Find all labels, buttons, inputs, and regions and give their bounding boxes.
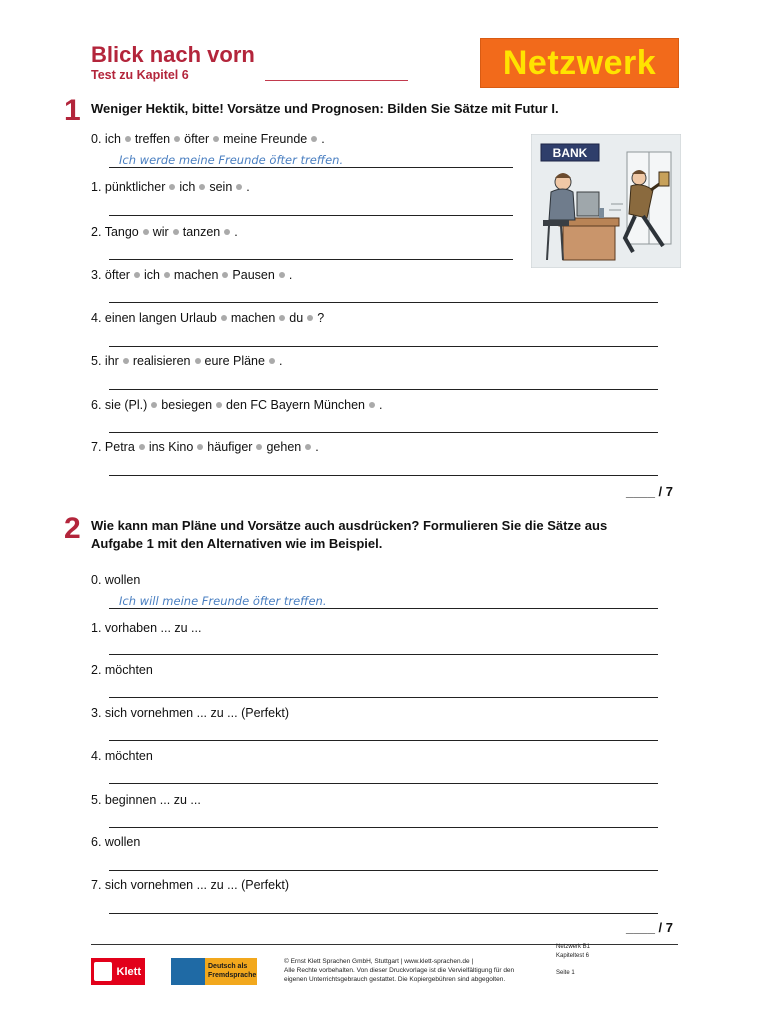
page-subtitle: Test zu Kapitel 6 bbox=[91, 68, 189, 82]
separator-dot-icon bbox=[224, 229, 230, 235]
separator-dot-icon bbox=[256, 444, 262, 450]
answer-line[interactable] bbox=[109, 475, 658, 476]
separator-dot-icon bbox=[305, 444, 311, 450]
task-2-instruction-line-2: Aufgabe 1 mit den Alternativen wie im Beispiel. bbox=[91, 536, 383, 551]
copyright-line-2: Alle Rechte vorbehalten. Von dieser Druckvorlage ist die Vervielfältigung für den bbox=[284, 967, 515, 974]
answer-line[interactable] bbox=[109, 913, 658, 914]
page-number: Seite 1 bbox=[556, 970, 575, 976]
word-cue: gehen bbox=[266, 440, 302, 454]
item-number: 1. bbox=[91, 180, 102, 194]
klett-mark-icon bbox=[94, 962, 112, 981]
end-punctuation: . bbox=[278, 354, 283, 368]
end-punctuation: . bbox=[234, 225, 238, 239]
separator-dot-icon bbox=[307, 315, 313, 321]
task-2-item-5: 5. beginnen ... zu ... bbox=[91, 793, 201, 807]
separator-dot-icon bbox=[195, 358, 201, 364]
name-line[interactable] bbox=[265, 80, 408, 81]
footer-meta bbox=[556, 943, 590, 961]
copyright-line-3: eigenen Unterrichtsgebrauch gestattet. Die Kopiergebühren sind abgegolten. bbox=[284, 976, 506, 983]
word-cue: treffen bbox=[134, 132, 171, 146]
separator-dot-icon bbox=[199, 184, 205, 190]
task-2-item-3: 3. sich vornehmen ... zu ... (Perfekt) bbox=[91, 706, 289, 720]
daf-logo bbox=[171, 958, 257, 985]
task-2-item-0: 0. wollen bbox=[91, 573, 141, 587]
word-cue: du bbox=[289, 311, 304, 325]
separator-dot-icon bbox=[311, 136, 317, 142]
task-2-instruction-line-1: Wie kann man Pläne und Vorsätze auch ausdrücken? Formulieren Sie die Sätze aus bbox=[91, 518, 608, 533]
word-cue: machen bbox=[173, 268, 219, 282]
klett-logo bbox=[91, 958, 145, 985]
answer-line[interactable] bbox=[109, 827, 658, 828]
separator-dot-icon bbox=[197, 444, 203, 450]
item-number: 5. bbox=[91, 354, 102, 368]
answer-line[interactable] bbox=[109, 783, 658, 784]
separator-dot-icon bbox=[143, 229, 149, 235]
separator-dot-icon bbox=[236, 184, 242, 190]
word-cue: sie (Pl.) bbox=[104, 398, 148, 412]
word-cue: machen bbox=[230, 311, 276, 325]
copyright-notice bbox=[284, 957, 534, 984]
word-cue: ihr bbox=[104, 354, 119, 368]
end-punctuation: . bbox=[379, 398, 383, 412]
task-2-item-2: 2. möchten bbox=[91, 663, 153, 677]
separator-dot-icon bbox=[269, 358, 275, 364]
end-punctuation: . bbox=[315, 440, 319, 454]
word-cue: Pausen bbox=[232, 268, 275, 282]
task-1-item-4 bbox=[91, 310, 324, 326]
task-2-number: 2 bbox=[64, 512, 81, 545]
word-cue: besiegen bbox=[161, 398, 213, 412]
copyright-line-1: © Ernst Klett Sprachen GmbH, Stuttgart | www.klett-sprachen.de | bbox=[284, 958, 474, 965]
task-1-item-1 bbox=[91, 179, 250, 195]
task-1-item-2 bbox=[91, 224, 238, 240]
separator-dot-icon bbox=[123, 358, 129, 364]
task-2-item-7: 7. sich vornehmen ... zu ... (Perfekt) bbox=[91, 878, 289, 892]
word-cue: sein bbox=[209, 180, 233, 194]
answer-line[interactable] bbox=[109, 870, 658, 871]
separator-dot-icon bbox=[169, 184, 175, 190]
word-cue: realisieren bbox=[132, 354, 191, 368]
end-punctuation: ? bbox=[317, 311, 325, 325]
word-cue: Tango bbox=[104, 225, 139, 239]
bank-office-illustration bbox=[531, 134, 681, 268]
separator-dot-icon bbox=[151, 402, 157, 408]
answer-line[interactable] bbox=[109, 740, 658, 741]
answer-line[interactable] bbox=[109, 259, 513, 260]
word-cue: öfter bbox=[184, 132, 210, 146]
klett-logo-text: Klett bbox=[116, 965, 141, 978]
separator-dot-icon bbox=[134, 272, 140, 278]
end-punctuation: . bbox=[246, 180, 250, 194]
item-number: 2. bbox=[91, 225, 102, 239]
task-2-item-6: 6. wollen bbox=[91, 835, 141, 849]
separator-dot-icon bbox=[369, 402, 375, 408]
task-1-item-5 bbox=[91, 353, 282, 369]
task-2-score: ____ / 7 bbox=[626, 920, 673, 935]
separator-dot-icon bbox=[164, 272, 170, 278]
daf-logo-text: Deutsch als Fremdsprache bbox=[205, 958, 257, 985]
netzwerk-logo: Netzwerk bbox=[480, 38, 679, 88]
task-2-item-1: 1. vorhaben ... zu ... bbox=[91, 621, 202, 635]
answer-line[interactable] bbox=[109, 608, 658, 609]
answer-line[interactable] bbox=[109, 346, 658, 347]
separator-dot-icon bbox=[279, 315, 285, 321]
separator-dot-icon bbox=[213, 136, 219, 142]
word-cue: den FC Bayern München bbox=[226, 398, 366, 412]
task-1-item-6 bbox=[91, 397, 383, 413]
end-punctuation: . bbox=[321, 132, 325, 146]
bank-sign: BANK bbox=[552, 146, 588, 160]
example-answer: Ich werde meine Freunde öfter treffen. bbox=[119, 153, 344, 167]
answer-line[interactable] bbox=[109, 432, 658, 433]
answer-line[interactable] bbox=[109, 302, 658, 303]
task-1-score: ____ / 7 bbox=[626, 484, 673, 499]
separator-dot-icon bbox=[173, 229, 179, 235]
item-number: 6. bbox=[91, 398, 102, 412]
meta-test: Kapiteltest 6 bbox=[556, 953, 590, 959]
word-cue: tanzen bbox=[182, 225, 221, 239]
item-number: 7. bbox=[91, 440, 102, 454]
example-answer: Ich will meine Freunde öfter treffen. bbox=[119, 594, 327, 608]
meta-book: Netzwerk B1 bbox=[556, 944, 591, 950]
word-cue: pünktlicher bbox=[104, 180, 166, 194]
answer-line[interactable] bbox=[109, 389, 658, 390]
answer-line[interactable] bbox=[109, 215, 513, 216]
separator-dot-icon bbox=[174, 136, 180, 142]
separator-dot-icon bbox=[139, 444, 145, 450]
task-1-instruction: Weniger Hektik, bitte! Vorsätze und Prognosen: Bilden Sie Sätze mit Futur I. bbox=[91, 101, 559, 116]
task-1-number: 1 bbox=[64, 94, 81, 127]
separator-dot-icon bbox=[216, 402, 222, 408]
page-title: Blick nach vorn bbox=[91, 42, 255, 67]
word-cue: eure Pläne bbox=[204, 354, 265, 368]
separator-dot-icon bbox=[279, 272, 285, 278]
item-number: 3. bbox=[91, 268, 102, 282]
answer-line[interactable] bbox=[109, 697, 658, 698]
word-cue: ins Kino bbox=[148, 440, 194, 454]
word-cue: einen langen Urlaub bbox=[104, 311, 217, 325]
answer-line[interactable] bbox=[109, 167, 513, 168]
word-cue: meine Freunde bbox=[223, 132, 308, 146]
answer-line[interactable] bbox=[109, 654, 658, 655]
word-cue: häufiger bbox=[207, 440, 253, 454]
word-cue: ich bbox=[179, 180, 196, 194]
task-2-item-4: 4. möchten bbox=[91, 749, 153, 763]
item-number: 0. bbox=[91, 132, 102, 146]
word-cue: ich bbox=[104, 132, 121, 146]
task-1-item-0 bbox=[91, 131, 325, 147]
separator-dot-icon bbox=[125, 136, 131, 142]
word-cue: Petra bbox=[104, 440, 135, 454]
item-number: 4. bbox=[91, 311, 102, 325]
word-cue: wir bbox=[152, 225, 169, 239]
end-punctuation: . bbox=[288, 268, 293, 282]
task-1-item-3 bbox=[91, 267, 292, 283]
task-1-item-7 bbox=[91, 439, 319, 455]
separator-dot-icon bbox=[221, 315, 227, 321]
separator-dot-icon bbox=[222, 272, 228, 278]
word-cue: öfter bbox=[104, 268, 130, 282]
word-cue: ich bbox=[143, 268, 160, 282]
